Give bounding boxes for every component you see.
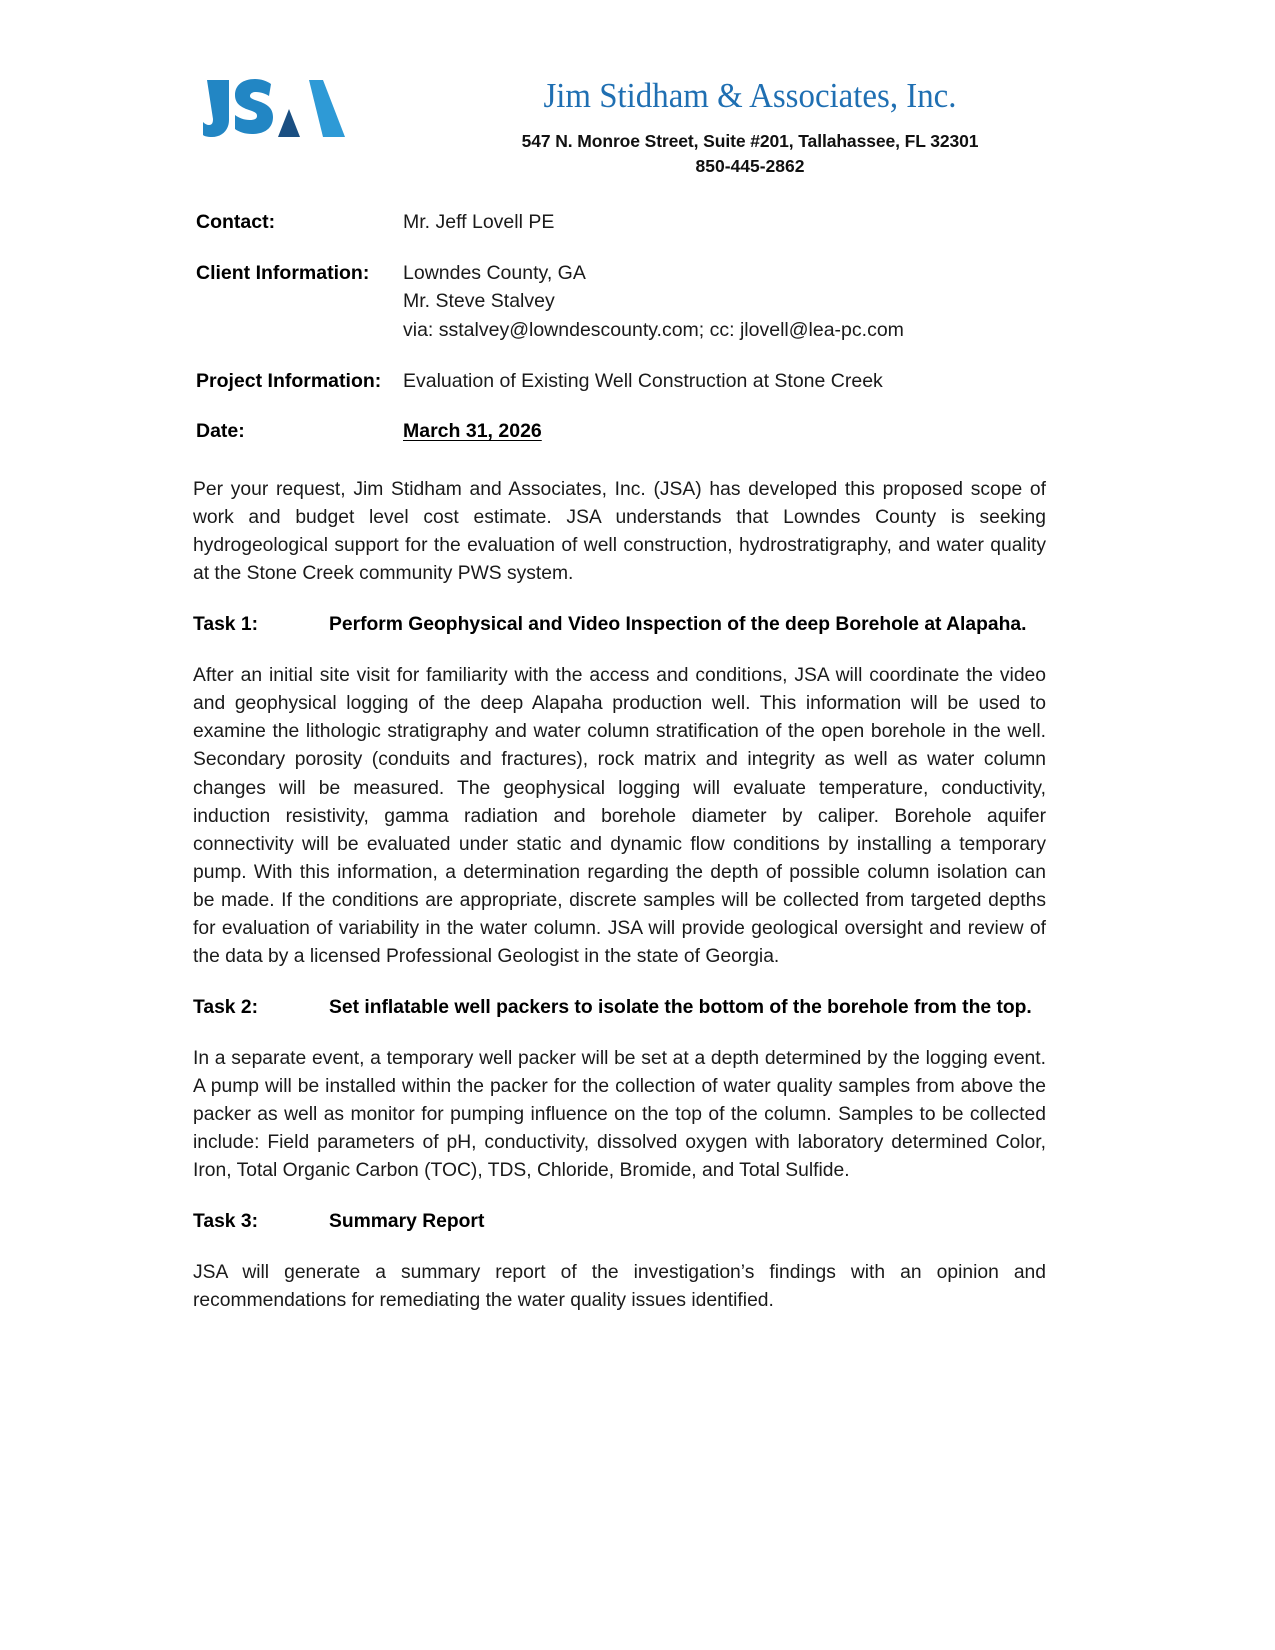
task-3-title: Summary Report: [329, 1211, 485, 1233]
meta-row-contact: [196, 208, 1056, 237]
intro-paragraph: Per your request, Jim Stidham and Associates, Inc. (JSA) has developed this proposed scope of work and budget level cost estimate. JSA understands that Lowndes County is seeking hydrogeological support for the evaluation of well construction, hydrostratigraphy, and water quality at the Stone Creek community PWS system.: [193, 479, 1046, 585]
firm-address: 547 N. Monroe Street, Suite #201, Tallahassee, FL 32301: [521, 130, 979, 151]
meta-row-date: [196, 417, 1056, 446]
document-body: [193, 476, 1046, 1341]
date-value: March 31, 2026: [403, 420, 542, 443]
task-3-paragraph: JSA will generate a summary report of the investigation’s findings with an opinion and recommendations for remediating the water quality issues identified.: [193, 1262, 1046, 1312]
document-metadata: [196, 208, 1056, 468]
task-2-paragraph: In a separate event, a temporary well packer will be set at a depth determined by the logging event. A pump will be installed within the packer for the collection of water quality samples from above the packer as well as monitor for pumping influence on the top of the column. Samples to be collected include: Field parameters of pH, conductivity, dissolved oxygen with laboratory determined Color, Iron, Total Organic Carbon (TOC), TDS, Chloride, Bromide, and Total Sulfide.: [193, 1047, 1046, 1182]
firm-name: Jim Stidham & Associates, Inc.: [543, 76, 957, 115]
task-3-number: Task 3:: [193, 1211, 259, 1233]
project-information-value: Evaluation of Existing Well Construction at Stone Creek: [403, 369, 883, 392]
task-2-number: Task 2:: [193, 996, 259, 1018]
contact-value: Mr. Jeff Lovell PE: [403, 211, 555, 233]
meta-row-client: [196, 259, 1056, 345]
client-contact-person: Mr. Steve Stalvey: [403, 290, 555, 313]
task-3-heading: [193, 1211, 1046, 1233]
firm-identity: [400, 78, 1100, 178]
task-2-heading: [193, 997, 1046, 1019]
task-1-heading: [193, 614, 1046, 636]
letterhead: [0, 0, 1275, 176]
task-1-title: Perform Geophysical and Video Inspection of the deep Borehole at Alapaha.: [329, 614, 1027, 636]
meta-row-project: [196, 367, 1056, 396]
contact-label: Contact:: [196, 211, 276, 233]
task-1-number: Task 1:: [193, 614, 259, 636]
client-information-label: Client Information:: [196, 261, 370, 284]
client-email-line: via: sstalvey@lowndescounty.com; cc: jlovell@lea-pc.com: [403, 318, 904, 341]
client-information-value: [403, 259, 1056, 345]
task-1-paragraph: After an initial site visit for familiarity with the access and conditions, JSA will coordinate the video and geophysical logging of the deep Alapaha production well. This information will be used to examine the lithologic stratigraphy and water column stratification of the open borehole in the well. Secondary porosity (conduits and fractures), rock matrix and integrity as well as water column changes will be measured. The geophysical logging will evaluate temperature, conductivity, induction resistivity, gamma radiation and borehole diameter by caliper. Borehole aquifer connectivity will be evaluated under static and dynamic flow conditions by installing a temporary pump. With this information, a determination regarding the depth of possible column isolation can be made. If the conditions are appropriate, discrete samples will be collected from targeted depths for evaluation of variability in the water column. JSA will provide geological oversight and review of the data by a licensed Professional Geologist in the state of Georgia.: [193, 665, 1046, 967]
project-information-label: Project Information:: [196, 369, 382, 392]
jsa-logo: [203, 78, 353, 140]
firm-phone: 850-445-2862: [695, 155, 805, 176]
client-name: Lowndes County, GA: [403, 261, 586, 284]
date-label: Date:: [196, 420, 245, 443]
task-2-title: Set inflatable well packers to isolate the bottom of the borehole from the top.: [329, 996, 1032, 1018]
